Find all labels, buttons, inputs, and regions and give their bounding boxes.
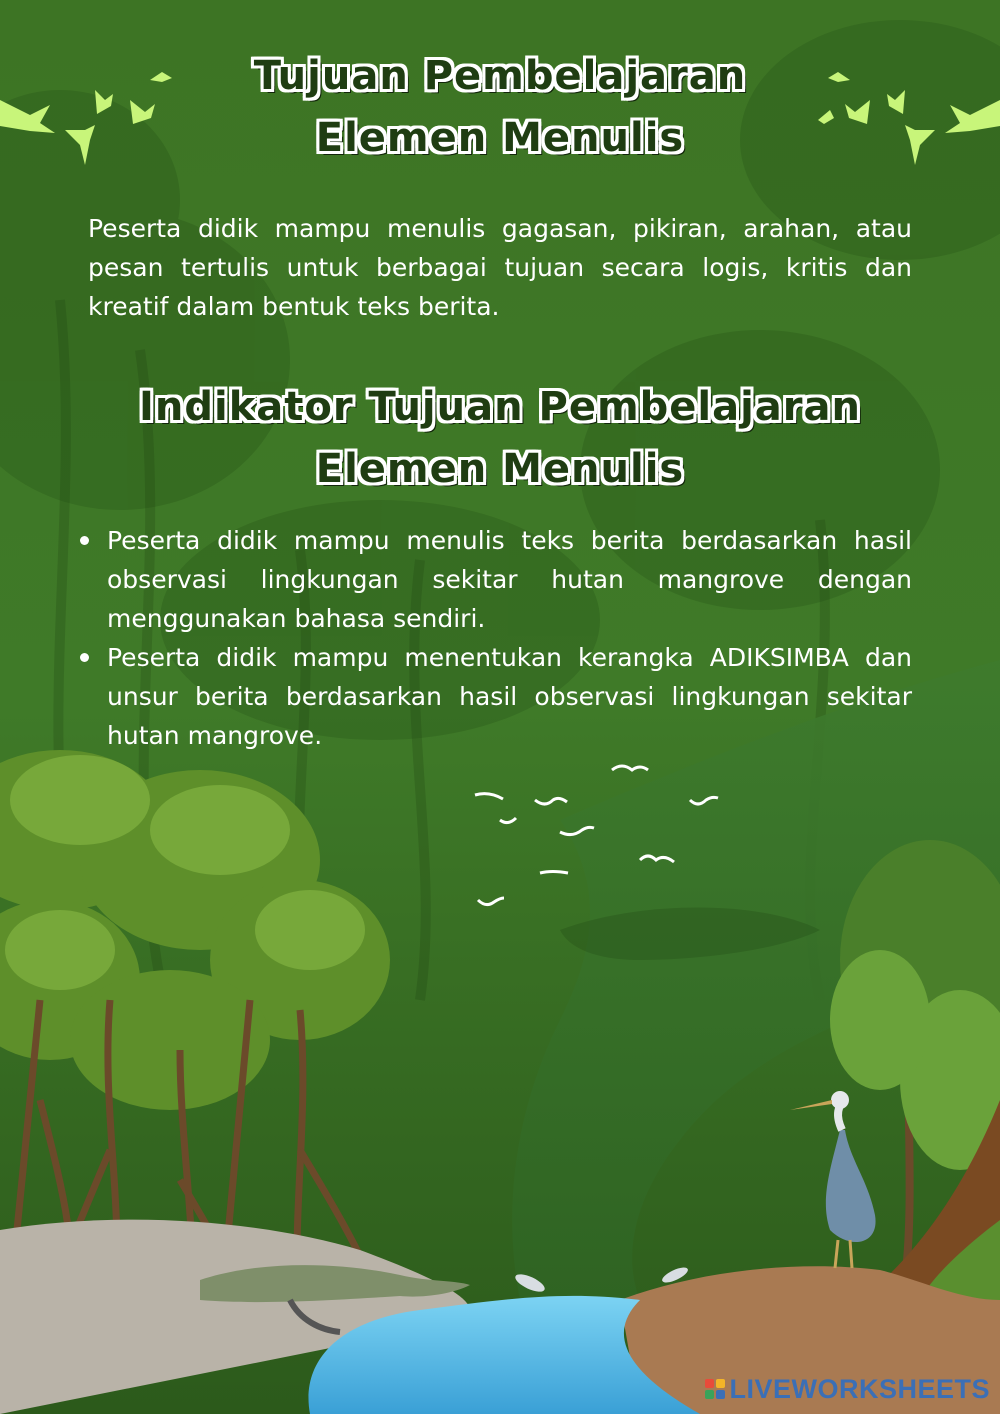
indicator-list bbox=[70, 521, 912, 755]
title-line-1: Tujuan Pembelajaran bbox=[253, 53, 747, 99]
indicator-title-line-1: Indikator Tujuan Pembelajaran bbox=[139, 384, 861, 430]
indicator-item bbox=[70, 638, 912, 755]
indicator-text: Peserta didik mampu menulis teks berita berdasarkan hasil observasi lingkungan sekitar hutan mangrove dengan menggunakan bahasa sendiri. bbox=[107, 526, 912, 633]
bullet-icon bbox=[80, 536, 89, 545]
indicator-title-line-2: Elemen Menulis bbox=[315, 446, 685, 492]
liveworksheets-logo-icon bbox=[705, 1379, 725, 1399]
objective-paragraph: Peserta didik mampu menulis gagasan, pikiran, arahan, atau pesan tertulis untuk berbagai tujuan secara logis, kritis dan kreatif dalam bentuk teks berita. bbox=[88, 214, 912, 321]
indicator-heading bbox=[0, 376, 1000, 500]
title-heading bbox=[0, 45, 1000, 169]
liveworksheets-watermark[interactable] bbox=[705, 1374, 990, 1404]
bullet-icon bbox=[80, 653, 89, 662]
indicator-item bbox=[70, 521, 912, 638]
title-line-2: Elemen Menulis bbox=[315, 115, 685, 161]
watermark-text: LIVEWORKSHEETS bbox=[729, 1373, 990, 1404]
indicator-text: Peserta didik mampu menentukan kerangka ADIKSIMBA dan unsur berita berdasarkan hasil observasi lingkungan sekitar hutan mangrove. bbox=[107, 643, 912, 750]
